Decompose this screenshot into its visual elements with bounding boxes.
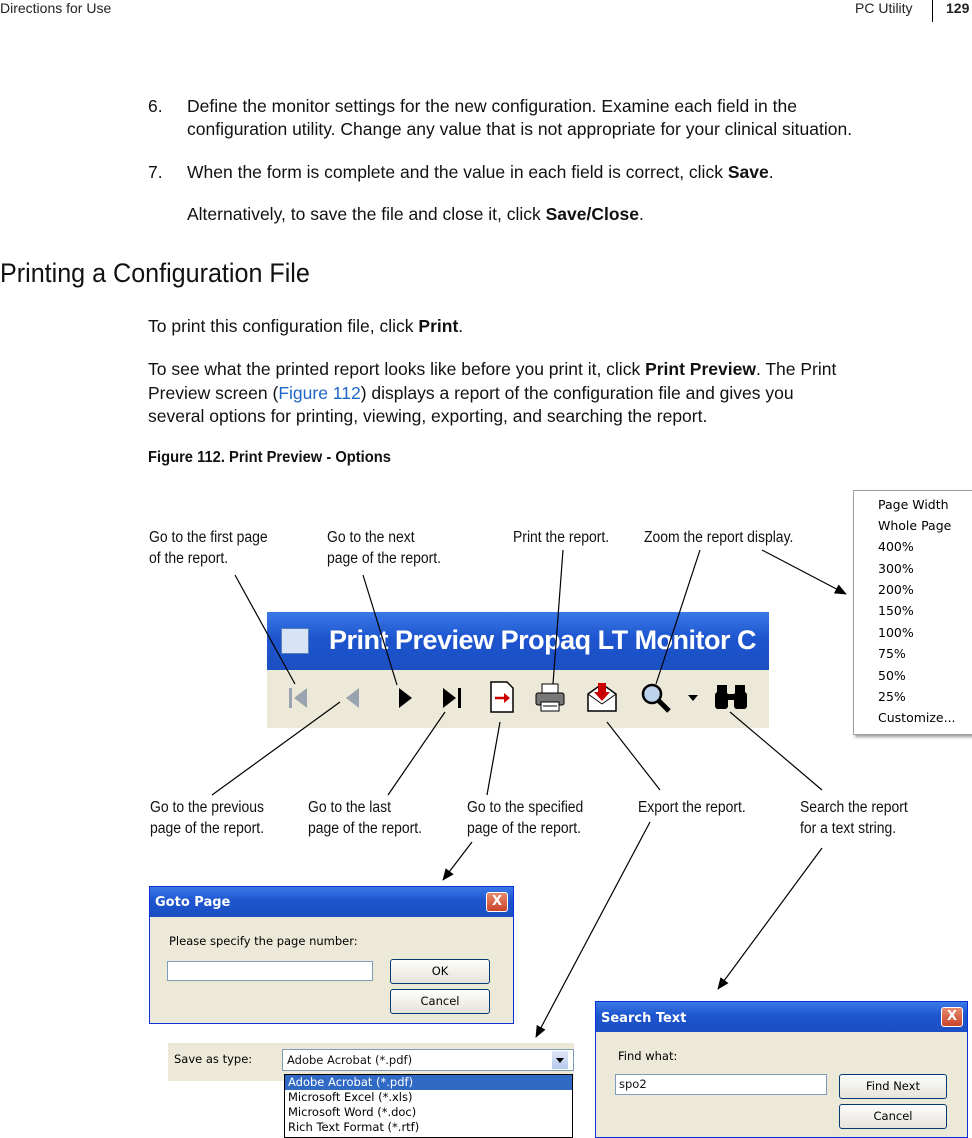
search-close-button[interactable]: X	[941, 1007, 963, 1027]
export-icon[interactable]	[585, 680, 619, 714]
save-as-select[interactable]: Adobe Acrobat (*.pdf)	[282, 1049, 574, 1071]
search-title-bar	[596, 1002, 967, 1032]
preview-paragraph-line2: Preview screen (Figure 112) displays a report of the configuration file and gives you	[148, 383, 794, 403]
next-page-icon[interactable]	[391, 684, 419, 712]
leader-export	[607, 722, 660, 790]
save-as-option[interactable]: Microsoft Excel (*.xls)	[288, 1090, 413, 1104]
goto-prompt: Please specify the page number:	[169, 934, 358, 948]
find-next-button[interactable]: Find Next	[839, 1074, 947, 1099]
save-as-option[interactable]: Rich Text Format (*.rtf)	[288, 1120, 420, 1134]
arrow-zoom-menu	[762, 550, 846, 594]
goto-cancel-button[interactable]: Cancel	[390, 989, 490, 1014]
save-as-label: Save as type:	[174, 1052, 253, 1066]
goto-page-icon[interactable]	[487, 680, 517, 714]
section-heading: Printing a Configuration File	[0, 258, 310, 288]
page-number: 129	[946, 0, 970, 16]
binoculars-icon[interactable]	[713, 682, 749, 712]
preview-paragraph-line1: To see what the printed report looks like before you print it, click Print Preview. The Print	[148, 359, 837, 379]
save-as-option-selected[interactable]: Adobe Acrobat (*.pdf)	[285, 1075, 572, 1090]
find-what-label: Find what:	[618, 1049, 678, 1063]
print-icon[interactable]	[533, 682, 567, 714]
step-6-number: 6.	[148, 96, 163, 116]
step-7-number: 7.	[148, 162, 163, 182]
zoom-menu-item[interactable]: 100%	[878, 625, 914, 640]
zoom-menu-item[interactable]: 25%	[878, 689, 906, 704]
callout-specified-page: Go to the specified page of the report.	[467, 799, 584, 837]
goto-page-dialog	[149, 886, 514, 1024]
step-6-line2: configuration utility. Change any value that is not appropriate for your clinical situation.	[187, 119, 853, 139]
zoom-dropdown-icon[interactable]	[687, 694, 699, 702]
preview-title: Print Preview Propaq LT Monitor C	[329, 625, 757, 655]
callout-last-page: Go to the last page of the report.	[308, 799, 423, 837]
alternative-paragraph: Alternatively, to save the file and close it, click Save/Close.	[187, 204, 644, 224]
preview-title-bar	[267, 612, 769, 670]
ok-button[interactable]: OK	[390, 959, 490, 984]
search-title: Search Text	[601, 1011, 687, 1026]
previous-page-icon[interactable]	[339, 684, 367, 712]
goto-title: Goto Page	[155, 895, 231, 910]
save-close-emphasis: Save/Close	[545, 204, 639, 224]
header-divider	[932, 0, 933, 22]
save-as-options-list	[284, 1074, 573, 1138]
zoom-menu-item[interactable]: Whole Page	[878, 518, 952, 533]
app-icon	[281, 628, 309, 654]
step-7-text: When the form is complete and the value in each field is correct, click Save.	[187, 162, 774, 182]
save-as-option[interactable]: Microsoft Word (*.doc)	[288, 1105, 417, 1119]
callout-search: Search the report for a text string.	[800, 799, 908, 837]
goto-close-button[interactable]: X	[486, 892, 508, 912]
figure-caption: Figure 112. Print Preview - Options	[148, 449, 391, 466]
zoom-menu-item[interactable]: Page Width	[878, 497, 949, 512]
callout-first-page: Go to the first page of the report.	[149, 529, 268, 567]
zoom-menu-item[interactable]: 400%	[878, 539, 914, 554]
goto-title-bar	[150, 887, 513, 917]
last-page-icon[interactable]	[438, 684, 466, 712]
leader-specified-page	[487, 722, 500, 795]
zoom-menu-item[interactable]: 200%	[878, 582, 914, 597]
search-cancel-button[interactable]: Cancel	[839, 1104, 947, 1129]
figure-link[interactable]: Figure 112	[278, 383, 361, 403]
zoom-menu-item[interactable]: 75%	[878, 646, 906, 661]
save-emphasis: Save	[727, 162, 769, 182]
print-preview-emphasis: Print Preview	[645, 359, 756, 379]
print-emphasis: Print	[418, 316, 459, 336]
arrow-goto-dialog	[443, 842, 472, 880]
zoom-menu-item[interactable]: Customize...	[878, 710, 956, 725]
callout-prev-page: Go to the previous page of the report.	[150, 799, 265, 837]
callout-export: Export the report.	[638, 799, 746, 816]
callout-zoom: Zoom the report display.	[644, 529, 794, 546]
find-what-input[interactable]: spo2	[615, 1074, 827, 1095]
print-preview-window	[267, 612, 769, 728]
arrow-search-dialog	[718, 848, 822, 989]
header-left: Directions for Use	[0, 0, 112, 16]
zoom-menu-item[interactable]: 150%	[878, 603, 914, 618]
search-text-dialog	[595, 1001, 968, 1138]
callout-next-page: Go to the next page of the report.	[327, 529, 442, 567]
zoom-menu-item[interactable]: 300%	[878, 561, 914, 576]
callout-print: Print the report.	[513, 529, 610, 546]
print-paragraph: To print this configuration file, click Print.	[148, 316, 464, 336]
first-page-icon[interactable]	[285, 684, 313, 712]
chevron-down-icon[interactable]	[552, 1051, 568, 1069]
step-6-line1: Define the monitor settings for the new configuration. Examine each field in the	[187, 96, 797, 116]
preview-paragraph-line3: several options for printing, viewing, exporting, and searching the report.	[148, 406, 708, 426]
page-number-input[interactable]	[167, 961, 373, 981]
header-right: PC Utility	[855, 0, 913, 16]
zoom-icon[interactable]	[639, 682, 673, 716]
zoom-menu-item[interactable]: 50%	[878, 668, 906, 683]
